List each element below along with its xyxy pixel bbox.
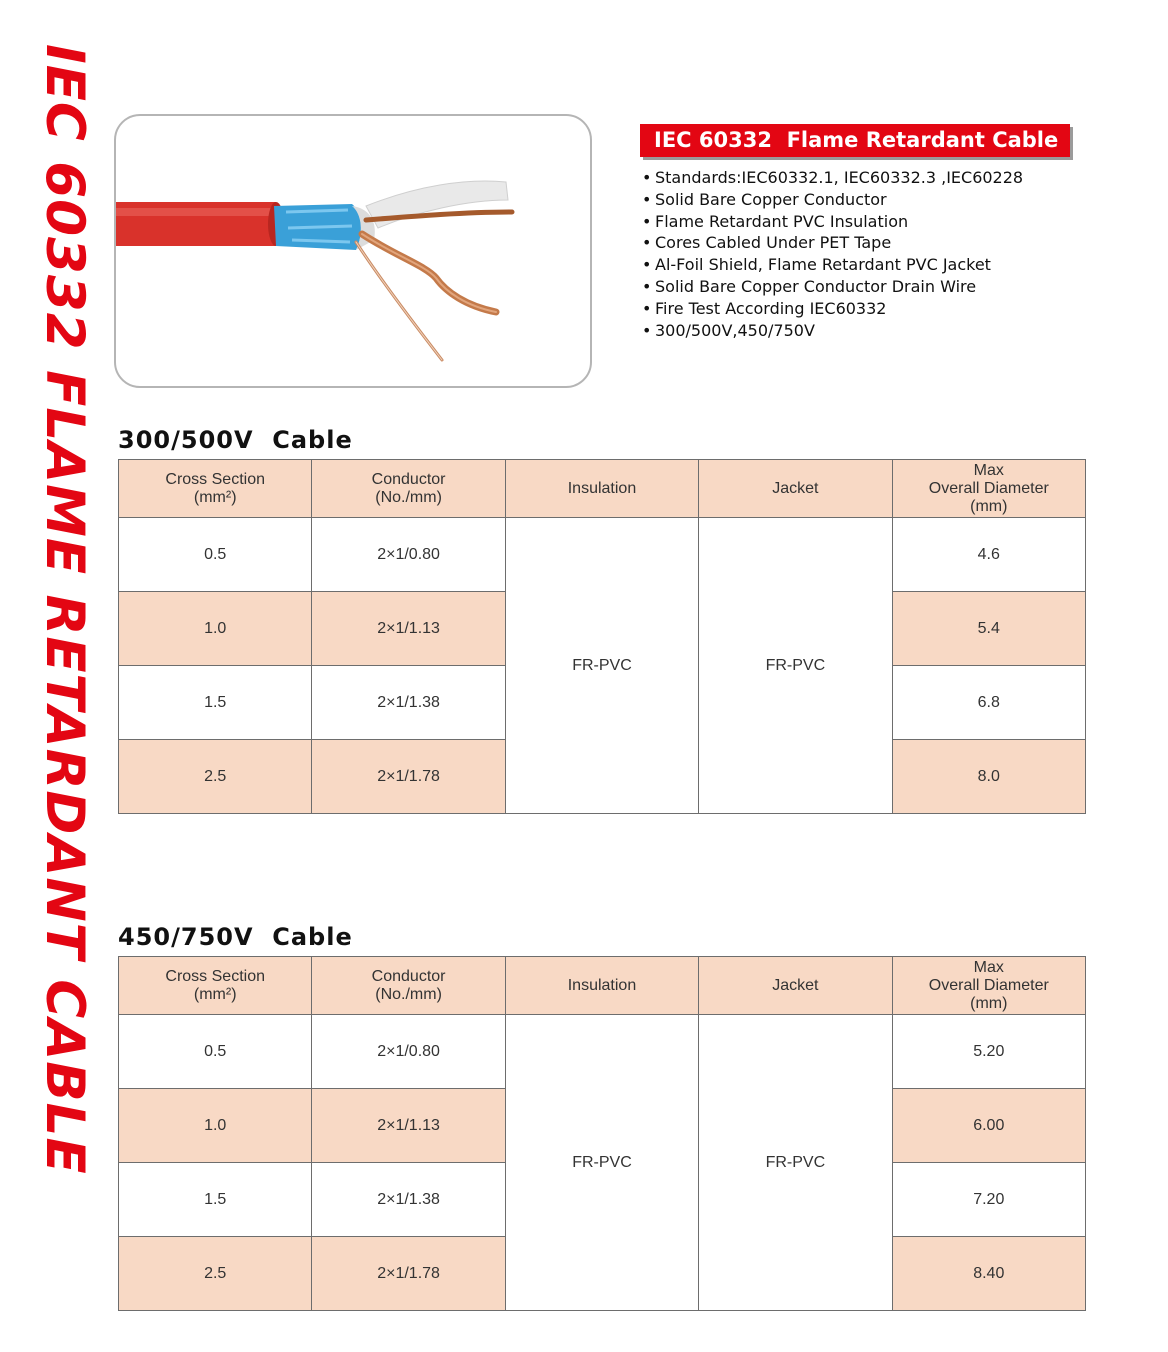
header-cross-section: Cross Section (mm²) (119, 460, 312, 518)
side-title (34, 44, 94, 1264)
conductor-cell: 2×1/0.80 (312, 518, 505, 592)
diameter-cell: 7.20 (892, 1163, 1085, 1237)
product-heading: IEC 60332 Flame Retardant Cable (640, 124, 1070, 157)
cross-section-cell: 2.5 (119, 1237, 312, 1311)
insulation-cell: FR-PVC (505, 518, 698, 814)
spec-table-300-500v (118, 459, 1086, 814)
conductor-cell: 2×1/1.13 (312, 1089, 505, 1163)
diameter-cell: 5.20 (892, 1015, 1085, 1089)
jacket-cell: FR-PVC (699, 1015, 892, 1311)
header-conductor: Conductor (No./mm) (312, 957, 505, 1015)
jacket-cell: FR-PVC (699, 518, 892, 814)
feature-list (642, 167, 1023, 341)
conductor-cell: 2×1/1.38 (312, 666, 505, 740)
conductor-cell: 2×1/0.80 (312, 1015, 505, 1089)
cross-section-cell: 1.0 (119, 592, 312, 666)
header-diameter: Max Overall Diameter (mm) (892, 957, 1085, 1015)
header-cross-section: Cross Section (mm²) (119, 957, 312, 1015)
feature-item: • Solid Bare Copper Conductor Drain Wire (642, 276, 977, 296)
diameter-cell: 6.8 (892, 666, 1085, 740)
feature-item: • 300/500V,450/750V (642, 320, 815, 340)
table-header-row (119, 460, 1086, 518)
cross-section-cell: 1.5 (119, 1163, 312, 1237)
feature-item: • Al-Foil Shield, Flame Retardant PVC Jacket (642, 255, 991, 275)
diameter-cell: 6.00 (892, 1089, 1085, 1163)
conductor-cell: 2×1/1.78 (312, 1237, 505, 1311)
spec-table-450-750v (118, 956, 1086, 1311)
header-jacket: Jacket (699, 460, 892, 518)
diameter-cell: 8.40 (892, 1237, 1085, 1311)
cross-section-cell: 1.0 (119, 1089, 312, 1163)
feature-item: • Fire Test According IEC60332 (642, 298, 887, 318)
insulation-cell: FR-PVC (505, 1015, 698, 1311)
cross-section-cell: 0.5 (119, 1015, 312, 1089)
table-row (119, 518, 1086, 592)
cross-section-cell: 1.5 (119, 666, 312, 740)
feature-item: • Cores Cabled Under PET Tape (642, 233, 892, 253)
diameter-cell: 8.0 (892, 740, 1085, 814)
feature-item: • Flame Retardant PVC Insulation (642, 211, 909, 231)
header-conductor: Conductor (No./mm) (312, 460, 505, 518)
cross-section-cell: 2.5 (119, 740, 312, 814)
feature-item: • Solid Bare Copper Conductor (642, 189, 887, 209)
diameter-cell: 4.6 (892, 518, 1085, 592)
table-header-row (119, 957, 1086, 1015)
header-diameter: Max Overall Diameter (mm) (892, 460, 1085, 518)
cable-illustration (116, 116, 590, 386)
cross-section-cell: 0.5 (119, 518, 312, 592)
feature-item: • Standards:IEC60332.1, IEC60332.3 ,IEC60228 (642, 168, 1024, 187)
table-row (119, 1015, 1086, 1089)
header-insulation: Insulation (505, 957, 698, 1015)
cable-photo (114, 114, 592, 388)
side-title-text: IEC 60332 FLAME RETARDANT CABLE (34, 44, 95, 1175)
conductor-cell: 2×1/1.13 (312, 592, 505, 666)
conductor-cell: 2×1/1.78 (312, 740, 505, 814)
diameter-cell: 5.4 (892, 592, 1085, 666)
conductor-cell: 2×1/1.38 (312, 1163, 505, 1237)
table-title-450-750v: 450/750V Cable (118, 923, 353, 951)
table-title-300-500v: 300/500V Cable (118, 426, 353, 454)
header-insulation: Insulation (505, 460, 698, 518)
header-jacket: Jacket (699, 957, 892, 1015)
